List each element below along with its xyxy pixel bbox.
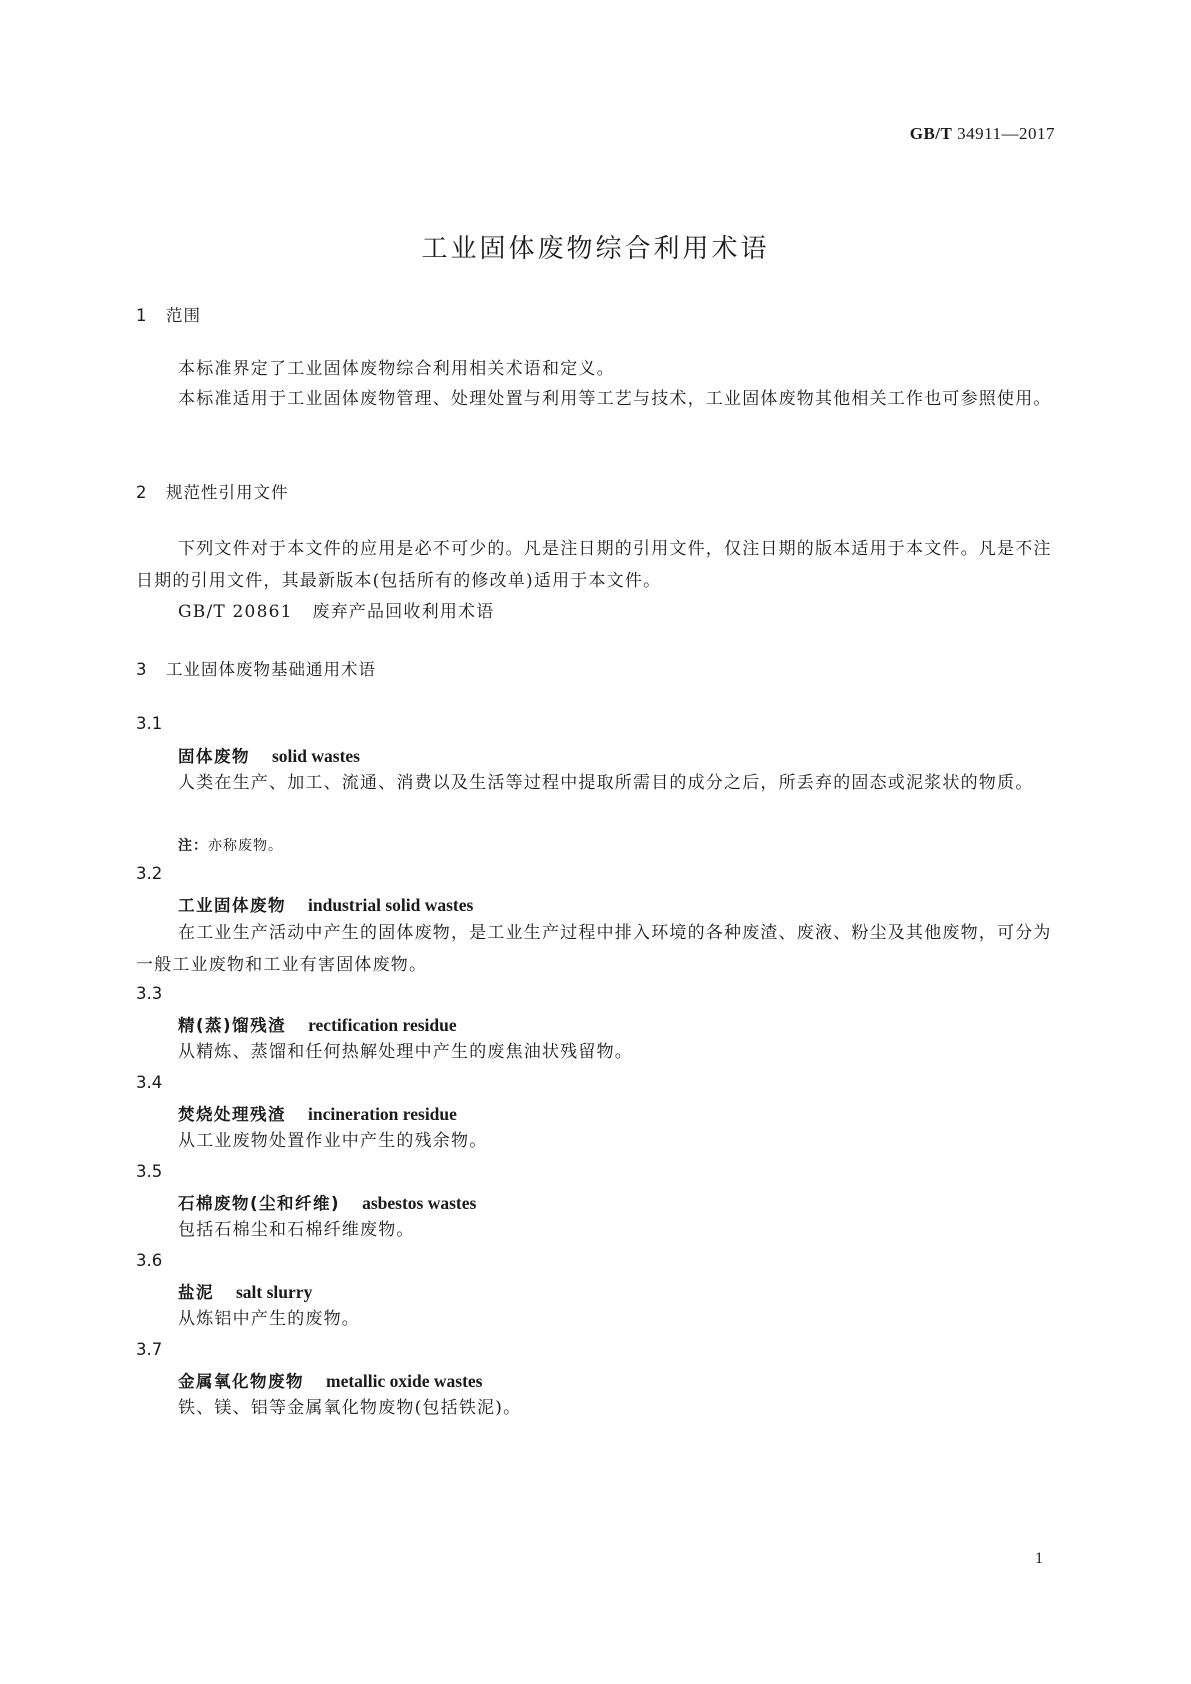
term-english: salt slurry (236, 1282, 313, 1302)
term-heading (178, 1279, 312, 1303)
term-heading (178, 1012, 457, 1036)
term-number: 3.1 (136, 714, 163, 733)
section-number: 3 (136, 660, 148, 679)
reference-code: GB/T 20861 (178, 602, 293, 622)
normative-paragraph: 下列文件对于本文件的应用是必不可少的。凡是注日期的引用文件，仅注日期的版本适用于本文件。凡是不注日期的引用文件，其最新版本(包括所有的修改单)适用于本文件。 (136, 539, 1052, 591)
term-english: solid wastes (272, 746, 360, 766)
term-heading (178, 892, 473, 916)
term-number: 3.6 (136, 1251, 163, 1270)
term-chinese: 石棉废物(尘和纤维) (178, 1194, 341, 1213)
term-chinese: 精(蒸)馏残渣 (178, 1016, 287, 1035)
standard-prefix: GB/T (909, 124, 953, 143)
term-number: 3.2 (136, 864, 163, 883)
section-title: 工业固体废物基础通用术语 (166, 660, 376, 679)
section-number: 2 (136, 483, 148, 502)
term-number: 3.7 (136, 1340, 163, 1359)
section-number: 1 (136, 306, 148, 325)
reference-title: 废弃产品回收利用术语 (312, 602, 495, 622)
note-label: 注： (178, 838, 208, 854)
term-chinese: 固体废物 (178, 747, 250, 766)
term-heading (178, 1190, 476, 1214)
section-title: 规范性引用文件 (166, 483, 289, 502)
term-number: 3.3 (136, 984, 163, 1003)
term-chinese: 工业固体废物 (178, 896, 286, 915)
term-english: metallic oxide wastes (326, 1371, 483, 1391)
standard-code (910, 124, 1055, 144)
standard-number: 34911—2017 (957, 124, 1055, 143)
term-heading (178, 1101, 457, 1125)
term-definition: 从炼铝中产生的废物。 (178, 1309, 360, 1329)
term-definition: 人类在生产、加工、流通、消费以及生活等过程中提取所需目的成分之后，所丢弃的固态或泥浆状的物质。 (178, 773, 1034, 793)
term-chinese: 焚烧处理残渣 (178, 1105, 286, 1124)
term-definition: 包括石棉尘和石棉纤维废物。 (178, 1220, 415, 1240)
section-heading-terms (136, 656, 376, 680)
term-english: industrial solid wastes (308, 895, 474, 915)
term-heading (178, 1368, 483, 1392)
term-number: 3.4 (136, 1073, 163, 1092)
term-note (178, 835, 283, 855)
page-number: 1 (1035, 1550, 1043, 1567)
term-english: incineration residue (308, 1104, 457, 1124)
term-heading (178, 743, 360, 767)
term-chinese: 盐泥 (178, 1283, 214, 1302)
term-definition: 在工业生产活动中产生的固体废物，是工业生产过程中排入环境的各种废渣、废液、粉尘及其他废物，可分为一般工业废物和工业有害固体废物。 (136, 923, 1052, 975)
scope-paragraph-1: 本标准界定了工业固体废物综合利用相关术语和定义。 (178, 359, 615, 379)
scope-paragraph-2: 本标准适用于工业固体废物管理、处理处置与利用等工艺与技术，工业固体废物其他相关工作也可参照使用。 (178, 389, 1052, 409)
note-text: 亦称废物。 (208, 838, 283, 854)
term-chinese: 金属氧化物废物 (178, 1372, 304, 1391)
term-english: rectification residue (308, 1015, 457, 1035)
term-definition: 铁、镁、铝等金属氧化物废物(包括铁泥)。 (178, 1398, 522, 1418)
section-heading-scope (136, 302, 201, 326)
normative-reference (178, 597, 494, 622)
section-title: 范围 (166, 306, 201, 325)
term-definition: 从精炼、蒸馏和任何热解处理中产生的废焦油状残留物。 (178, 1042, 633, 1062)
document-title: 工业固体废物综合利用术语 (421, 234, 770, 264)
section-heading-normative (136, 479, 289, 503)
term-english: asbestos wastes (362, 1193, 477, 1213)
term-definition: 从工业废物处置作业中产生的残余物。 (178, 1131, 488, 1151)
term-number: 3.5 (136, 1162, 163, 1181)
